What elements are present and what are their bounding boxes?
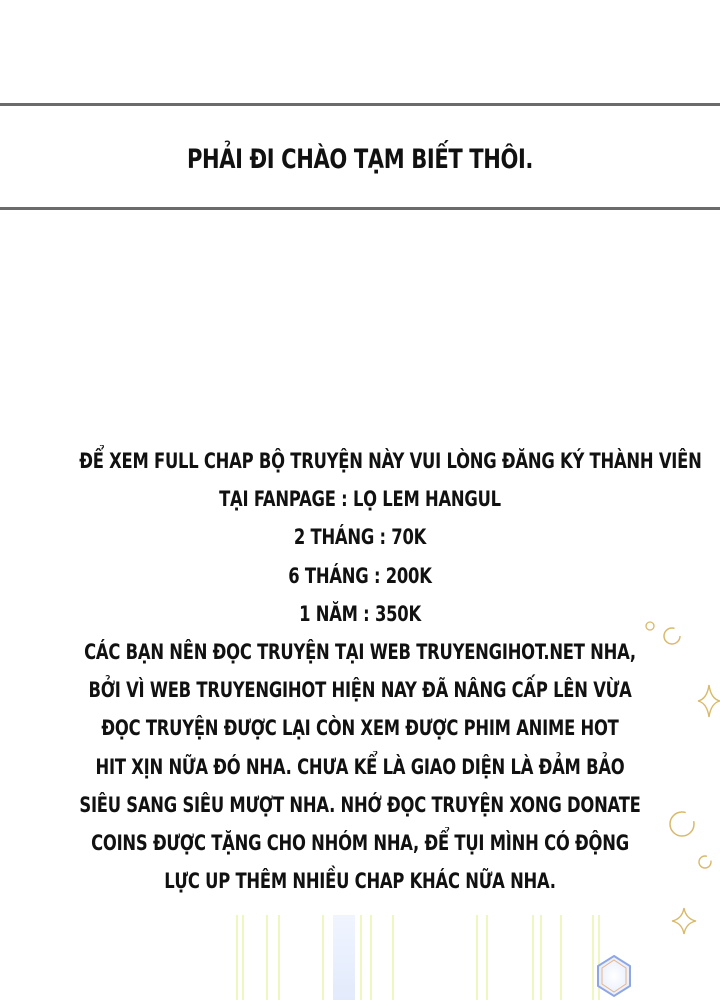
notice-line: ĐỌC TRUYỆN ĐƯỢC LẠI CÒN XEM ĐƯỢC PHIM ANIME HOT — [101, 716, 619, 741]
light-stripe — [333, 915, 355, 1000]
light-stripe — [322, 915, 324, 1000]
price-2-months: 2 THÁNG : 70K — [293, 525, 427, 550]
light-stripe — [236, 915, 238, 1000]
membership-notice — [0, 442, 720, 900]
circle-icon — [666, 808, 698, 840]
bottom-rule — [0, 207, 720, 210]
light-stripe — [360, 915, 362, 1000]
light-stripe — [278, 915, 280, 1000]
notice-line: BỞI VÌ WEB TRUYENGIHOT HIỆN NAY ĐÃ NÂNG CẤP LÊN VỪA — [88, 678, 632, 703]
top-rule — [0, 103, 720, 106]
light-stripe — [266, 915, 268, 1000]
light-stripe — [476, 915, 478, 1000]
light-stripe — [486, 915, 488, 1000]
light-stripe — [242, 915, 244, 1000]
light-stripe — [532, 915, 534, 1000]
notice-line: CÁC BẠN NÊN ĐỌC TRUYỆN TẠI WEB TRUYENGIHOT.NET NHA, — [84, 640, 636, 665]
sparkle-star-icon — [670, 906, 698, 936]
small-circle-icon — [644, 620, 656, 632]
hexagon-icon — [594, 952, 634, 1000]
notice-line: ĐỂ XEM FULL CHAP BỘ TRUYỆN NÀY VUI LÒNG ĐĂNG KÝ THÀNH VIÊN — [79, 449, 702, 473]
light-stripe — [392, 915, 394, 1000]
notice-line: TẠI FANPAGE : LỌ LEM HANGUL — [219, 487, 501, 512]
notice-line: HIT XỊN NỮA ĐÓ NHA. CHƯA KỂ LÀ GIAO DIỆN LÀ ĐẢM BẢO — [95, 754, 625, 779]
notice-line: LỰC UP THÊM NHIỀU CHAP KHÁC NỮA NHA. — [164, 869, 556, 894]
light-stripe — [370, 915, 372, 1000]
panel-title: PHẢI ĐI CHÀO TẠM BIẾT THÔI. — [186, 144, 534, 175]
price-1-year: 1 NĂM : 350K — [299, 601, 421, 626]
price-6-months: 6 THÁNG : 200K — [288, 563, 432, 588]
small-circle-icon — [696, 853, 714, 871]
notice-line: SIÊU SANG SIÊU MƯỢT NHA. NHỚ ĐỌC TRUYỆN XONG DONATE — [79, 792, 641, 817]
circle-icon — [660, 624, 684, 648]
light-stripe — [540, 915, 542, 1000]
light-stripe — [560, 915, 562, 1000]
notice-line: COINS ĐƯỢC TẶNG CHO NHÓM NHA, ĐỂ TỤI MÌNH CÓ ĐỘNG — [91, 831, 629, 856]
sparkle-star-icon — [696, 683, 720, 719]
